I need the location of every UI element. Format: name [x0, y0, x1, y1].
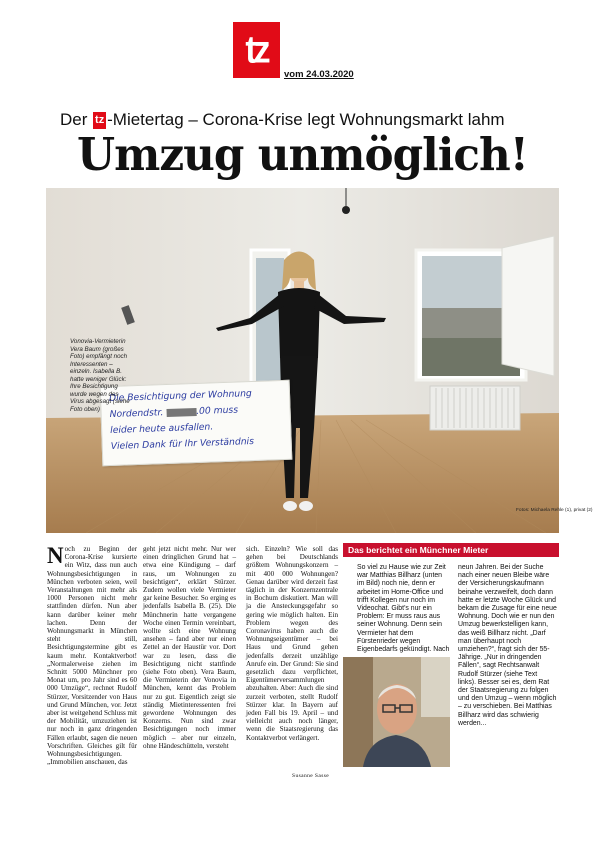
author-byline: Susanne Sasse [292, 773, 330, 779]
tz-logo: tz [233, 22, 280, 78]
tz-mini-logo: tz [93, 112, 106, 129]
tenant-portrait [343, 657, 450, 767]
headline: Umzug unmöglich! [77, 128, 528, 181]
note-line-1: Die Besichtigung der Wohnung [108, 388, 252, 405]
kicker-text: -Mietertag – Corona-Krise legt Wohnungsmarkt lahm [107, 110, 505, 129]
article-column-2 [143, 545, 236, 750]
sidebar-title: Das berichtet ein Münchner Mieter [343, 543, 559, 557]
article-text-1: och zu Beginn der Corona-Krise kursierte ein Witz, dass nun auch Wohnungsbesichtigungen in München verboten seien, weil Veranstaltungen mit mehr als 1000 Personen nicht mehr stattfinden dürfen. Nun aber kann darüber keiner mehr lachen. Denn der Wohnungsmarkt in München steht still, Besichtigungstermine gibt es kaum mehr. Kontaktverbot! „Normalerweise ziehen im Schnitt 5000 Münchner pro Monat um, pro Jahr sind es 60 000 Umzüge“, rechnet Rudolf Stürzer, Vorsitzender von Haus und Grund München, vor. Jetzt aber ist weitgehend Schluss mit der Mobilität, umzuziehen ist nur noch in ganz dringenden Fällen erlaubt, sagen die neuen Vorschriften. Gleiches gilt für Wohnungsbesichtigungen. „Immobilien anschauen, das [47, 545, 137, 767]
note-line-3: leider heute ausfallen. [110, 421, 214, 436]
kicker-line [60, 110, 560, 130]
publication-date: vom 24.03.2020 [284, 69, 354, 80]
sidebar-column-2: neun Jahren. Bei der Suche nach einer neuen Bleibe wäre der Versicherungskaufmann beinahe verzweifelt, doch dann hatte er letzte Woche Glück und bekam die Zusage für eine neue Wohnung. Doch wie er nun den Umzug bewerkstelligen kann, das weiß Billharz nicht. „Darf man überhaupt noch umziehen?“, fragt sich der 55-Jährige. „Nur in dringenden Fällen“, sagt Rechtsanwalt Rudolf Stürzer (siehe Text links). Besser sei es, dem Rat der Staatsregierung zu folgen und den Umzug – wenn möglich – zu verschieben. Bei Matthias Billharz wird das schwierig werden... [458, 564, 557, 727]
kicker-prefix: Der [60, 110, 93, 129]
note-date: .00 muss [195, 404, 239, 417]
sidebar-column-1: So viel zu Hause wie zur Zeit war Matthias Billharz (unten im Bild) noch nie, denn er arbeitet im Home-Office und trifft Kollegen nur noch im Videochat. Gibt’s nur ein Problem: Er muss raus aus seiner Wohnung. Denn sein Vermieter hat dem Fürstenrieder wegen Eigenbedarfs gekündigt. Nach [357, 564, 450, 654]
article-column-1 [47, 545, 137, 766]
note-line-4: Vielen Dank für Ihr Verständnis [110, 435, 255, 452]
article-column-3 [246, 545, 338, 742]
article-text-2: geht jetzt nicht mehr. Nur wer einen dringlichen Grund hat – etwa eine Kündigung – darf raus, um Wohnungen zu besichtigen“, erklärt Stürzer. Zudem wollen viele Vermieter gar keine Besucher. So erging es jedenfalls Isabella B. (25). Die Münchnerin hatte vergangene Woche einen Termin vereinbart, wollte sich eine Wohnung ansehen – fand aber nur einen Zettel an der Haustür vor. Dort war zu lesen, dass die Besichtigung nicht stattfinde (siehe Foto oben). Vera Baum, die Vermieterin der Vonovia in München, kennt das Problem nur zu gut. Eigentlich zeigt sie ständig Mietinteressenten frei gewordene Wohnungen des Konzerns. Nun sind zwar Besichtigungen noch immer möglich – aber nur einzeln, ohne Händeschütteln, versteht [143, 545, 236, 750]
drop-cap: N [47, 543, 64, 568]
man-portrait [343, 657, 450, 767]
photo-caption: Vonovia-Vermieterin Vera Baum (großes Foto) empfängt noch Interessenten – einzeln. Isabella B. hatte weniger Glück: Ihre Besichtigung wurde wegen des Virus abgesagt (siehe Foto oben) [70, 338, 130, 413]
article-text-3: sich. Einzeln? Wie soll das gehen bei Deutschlands größtem Wohnungskonzern – mit 400 000 Wohnungen? Genau darüber wird derzeit fast täglich in der Konzernzentrale in Bochum diskutiert. Man will ja die Ansteckungsgefahr so gering wie möglich halten. Ein Problem wegen des Coronavirus haben auch die Wohnungseigentümer – bei Haus und Grund gehen jedenfalls derzeit unzählige Anrufe ein. Der Grund: Sie sind gesetzlich dazu verpflichtet, Eigentümerversammlungen abzuhalten. Aber: Auch die sind zurzeit verboten, stellt Rudolf Stürzer klar. In Bayern auf jeden Fall bis 19. April – und vielleicht auch noch länger, wenn die Staatsregierung das Kontaktverbot verlängert. [246, 545, 338, 742]
note-street: Nordendstr. [109, 407, 164, 421]
redacted-address [166, 407, 196, 416]
photo-credit: Fotos: Michaela Rehle (1), privat (2) [516, 508, 593, 513]
